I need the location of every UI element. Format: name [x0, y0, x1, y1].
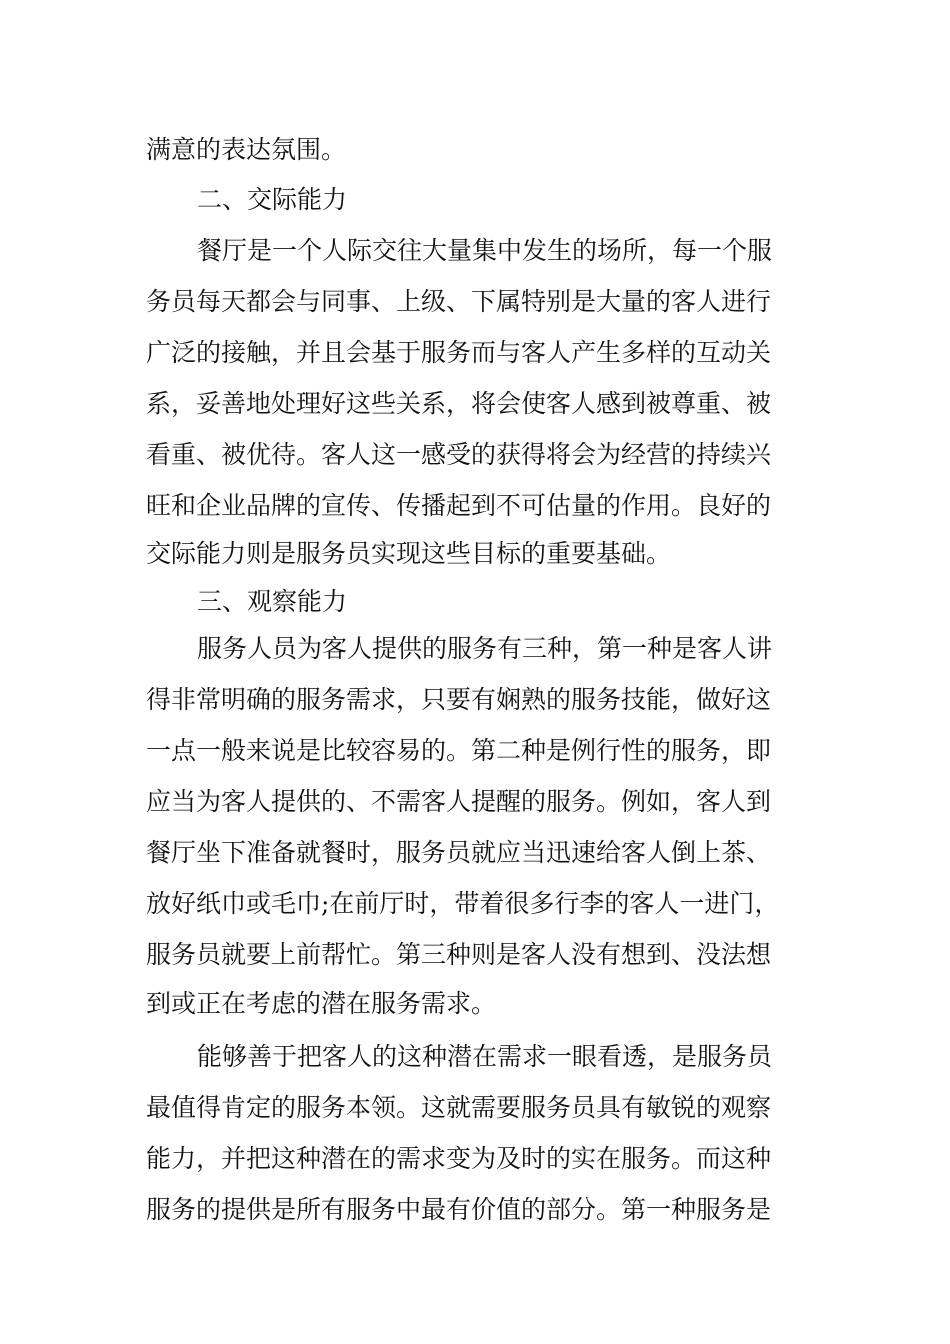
- text-line-content: 放好纸巾或毛巾;在前厅时，带着很多行李的客人一进门，: [146, 889, 780, 918]
- text-line-content: 服务人员为客人提供的服务有三种，第一种是客人讲: [197, 634, 773, 663]
- text-line-content: 广泛的接触，并且会基于服务而与客人产生多样的互动关: [146, 338, 772, 367]
- text-line-content: 得非常明确的服务需求，只要有娴熟的服务技能，做好这: [146, 685, 772, 714]
- text-line: [0, 130, 950, 170]
- text-line-content: 应当为客人提供的、不需客人提醒的服务。例如，客人到: [146, 787, 772, 816]
- text-line: [0, 833, 950, 873]
- text-line: [0, 680, 950, 720]
- text-line-content: 服务的提供是所有服务中最有价值的部分。第一种服务是: [146, 1195, 772, 1224]
- section-heading-content: 三、观察能力: [197, 587, 348, 616]
- text-line-content: 能够善于把客人的这种潜在需求一眼看透，是服务员: [197, 1042, 773, 1071]
- text-line-content: 交际能力则是服务员实现这些目标的重要基础。: [146, 539, 672, 568]
- text-line: [0, 731, 950, 771]
- text-line-content: 能力，并把这种潜在的需求变为及时的实在服务。而这种: [146, 1144, 772, 1173]
- text-line: [0, 884, 950, 924]
- text-line-content: 一点一般来说是比较容易的。第二种是例行性的服务，即: [146, 736, 772, 765]
- text-line: [0, 1037, 950, 1077]
- text-line-content: 到或正在考虑的潜在服务需求。: [146, 989, 497, 1018]
- section-heading-content: 二、交际能力: [197, 185, 348, 214]
- text-line: [0, 984, 950, 1024]
- text-line: [0, 1088, 950, 1128]
- text-line-content: 系，妥善地处理好这些关系，将会使客人感到被尊重、被: [146, 389, 772, 418]
- section-heading: [0, 180, 950, 220]
- section-heading: [0, 582, 950, 622]
- text-line: [0, 1190, 950, 1230]
- text-line-content: 务员每天都会与同事、上级、下属特别是大量的客人进行: [146, 287, 772, 316]
- text-line: [0, 435, 950, 475]
- text-line-content: 服务员就要上前帮忙。第三种则是客人没有想到、没法想: [146, 940, 772, 969]
- text-line: [0, 333, 950, 373]
- text-line: [0, 282, 950, 322]
- text-line-content: 旺和企业品牌的宣传、传播起到不可估量的作用。良好的: [146, 491, 772, 520]
- text-line-content: 满意的表达氛围。: [146, 135, 347, 164]
- text-line: [0, 486, 950, 526]
- text-line: [0, 935, 950, 975]
- text-line: [0, 534, 950, 574]
- text-line-content: 餐厅坐下准备就餐时，服务员就应当迅速给客人倒上茶、: [146, 838, 772, 867]
- text-line: [0, 231, 950, 271]
- text-line: [0, 384, 950, 424]
- text-line: [0, 629, 950, 669]
- text-line-content: 看重、被优待。客人这一感受的获得将会为经营的持续兴: [146, 440, 772, 469]
- text-line-content: 最值得肯定的服务本领。这就需要服务员具有敏锐的观察: [146, 1093, 772, 1122]
- text-line: [0, 782, 950, 822]
- text-line: [0, 1139, 950, 1179]
- text-line-content: 餐厅是一个人际交往大量集中发生的场所，每一个服: [197, 236, 773, 265]
